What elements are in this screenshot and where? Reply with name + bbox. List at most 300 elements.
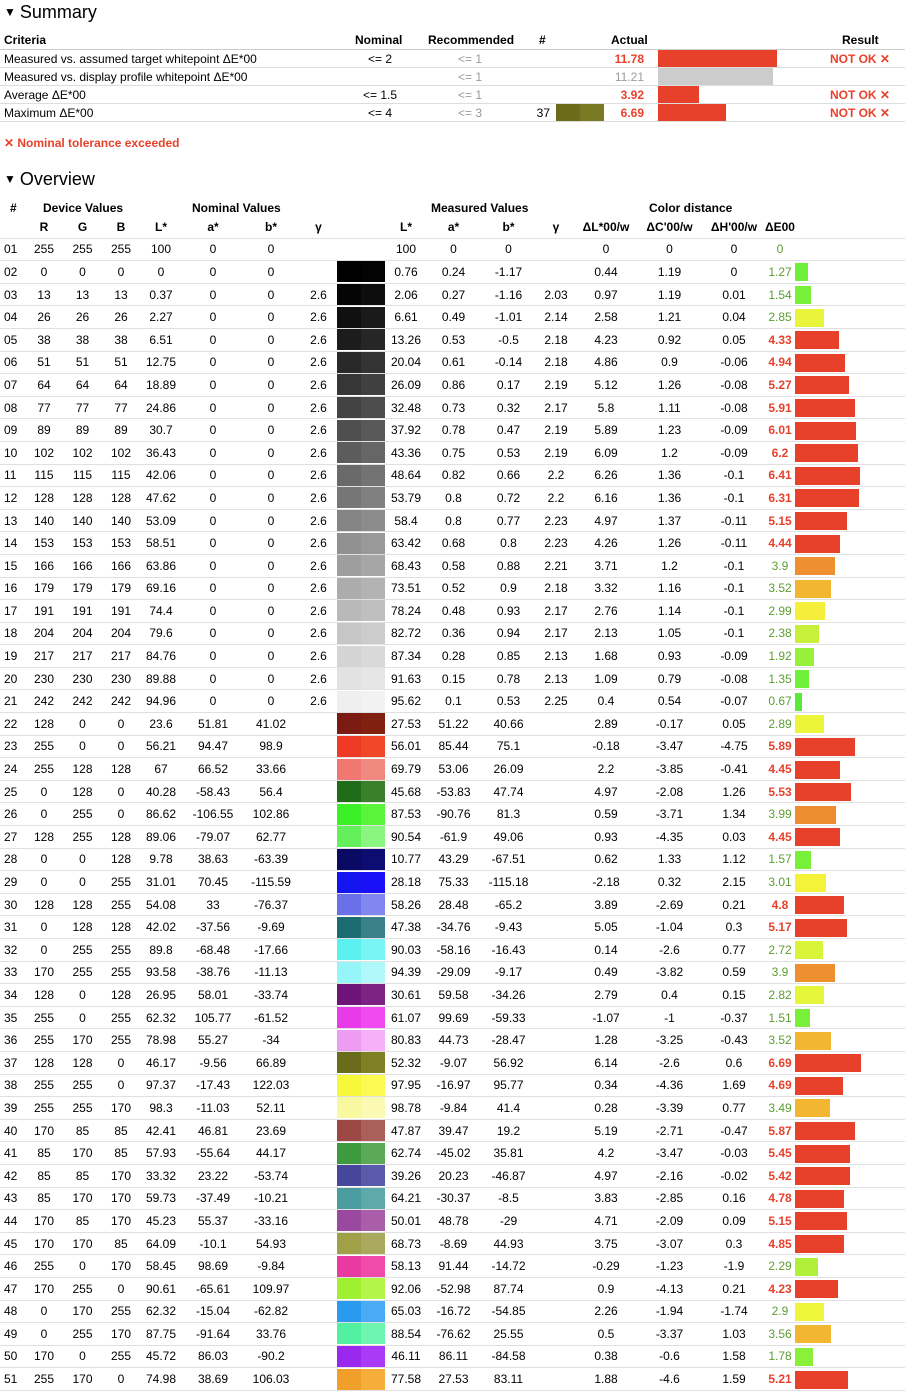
value-cell: 0.8 xyxy=(481,532,536,555)
value-cell: 98.3 xyxy=(137,1097,185,1120)
value-cell: 4.97 xyxy=(576,509,636,532)
value-cell: 74.98 xyxy=(137,1368,185,1391)
value-cell: -1.74 xyxy=(703,1300,765,1323)
value-cell: 53.79 xyxy=(386,487,426,510)
value-cell: 2.15 xyxy=(703,871,765,894)
summary-section-toggle[interactable] xyxy=(4,2,97,23)
value-cell: 0 xyxy=(576,238,636,261)
value-cell: 0 xyxy=(241,690,301,713)
delta-e-bar xyxy=(795,648,814,666)
value-cell: 115 xyxy=(105,464,137,487)
value-cell: 3.83 xyxy=(576,1187,636,1210)
value-cell: -76.62 xyxy=(426,1323,481,1346)
value-cell: 0.5 xyxy=(576,1323,636,1346)
delta-e-bar xyxy=(795,761,840,779)
value-cell: -46.87 xyxy=(481,1164,536,1187)
value-cell: 0.1 xyxy=(426,690,481,713)
row-number: 17 xyxy=(0,600,28,623)
value-cell: 166 xyxy=(28,554,60,577)
value-cell: -45.02 xyxy=(426,1142,481,1165)
value-cell: 90.54 xyxy=(386,826,426,849)
value-cell: 0 xyxy=(241,306,301,329)
overview-row xyxy=(0,1074,905,1097)
overview-row xyxy=(0,961,905,984)
value-cell: 0 xyxy=(60,1006,105,1029)
value-cell: 0.6 xyxy=(703,1051,765,1074)
value-cell: 1.14 xyxy=(636,600,703,623)
value-cell xyxy=(536,780,576,803)
delta-e-bar-cell xyxy=(795,577,905,600)
value-cell: 1.05 xyxy=(636,622,703,645)
color-swatch xyxy=(336,328,386,351)
value-cell: 115 xyxy=(28,464,60,487)
value-cell: 39.26 xyxy=(386,1164,426,1187)
value-cell: -58.16 xyxy=(426,939,481,962)
value-cell: 0.68 xyxy=(426,532,481,555)
value-cell: 74.4 xyxy=(137,600,185,623)
value-cell: 77 xyxy=(60,396,105,419)
value-cell xyxy=(536,1142,576,1165)
value-cell: 255 xyxy=(28,1368,60,1391)
value-cell: 1.33 xyxy=(636,848,703,871)
value-cell: 0 xyxy=(185,577,241,600)
value-cell: 87.75 xyxy=(137,1323,185,1346)
value-cell: 2.6 xyxy=(301,283,336,306)
delta-e-bar xyxy=(795,1099,830,1117)
value-cell: 98.9 xyxy=(241,735,301,758)
value-cell: -0.1 xyxy=(703,464,765,487)
value-cell: 0.38 xyxy=(576,1345,636,1368)
value-cell: -58.43 xyxy=(185,780,241,803)
num-header: # xyxy=(539,33,546,47)
value-cell xyxy=(301,1187,336,1210)
value-cell: 0 xyxy=(241,396,301,419)
value-cell: 0.59 xyxy=(703,961,765,984)
overview-row xyxy=(0,1142,905,1165)
value-cell xyxy=(301,984,336,1007)
delta-e-bar xyxy=(795,1303,824,1321)
value-cell: 0.73 xyxy=(426,396,481,419)
value-cell: 44.17 xyxy=(241,1142,301,1165)
color-swatch xyxy=(336,1210,386,1233)
value-cell: -3.85 xyxy=(636,758,703,781)
value-cell: 140 xyxy=(28,509,60,532)
value-cell: 255 xyxy=(105,893,137,916)
value-cell: 2.6 xyxy=(301,419,336,442)
nominal-cell: <= 1.5 xyxy=(362,88,398,102)
delta-e-value: 5.53 xyxy=(765,780,795,803)
value-cell: 54.08 xyxy=(137,893,185,916)
delta-e-bar xyxy=(795,874,826,892)
delta-e-bar-cell xyxy=(795,306,905,329)
value-cell: 0.05 xyxy=(703,713,765,736)
row-number: 28 xyxy=(0,848,28,871)
value-cell: 89 xyxy=(105,419,137,442)
value-cell: -59.33 xyxy=(481,1006,536,1029)
value-cell: 0 xyxy=(60,261,105,284)
overview-row xyxy=(0,600,905,623)
color-swatch xyxy=(336,1232,386,1255)
value-cell: 2.17 xyxy=(536,396,576,419)
value-cell: 255 xyxy=(105,961,137,984)
value-cell: 0 xyxy=(137,261,185,284)
col-header: a* xyxy=(185,216,241,238)
value-cell: 1.09 xyxy=(576,667,636,690)
delta-e-value: 5.15 xyxy=(765,1210,795,1233)
color-swatch xyxy=(336,487,386,510)
value-cell: -2.69 xyxy=(636,893,703,916)
value-cell: 0 xyxy=(185,690,241,713)
value-cell: 0.3 xyxy=(703,916,765,939)
value-cell: 0.92 xyxy=(636,328,703,351)
delta-e-bar-cell xyxy=(795,441,905,464)
value-cell: 31.01 xyxy=(137,871,185,894)
value-cell: -0.47 xyxy=(703,1119,765,1142)
value-cell: -0.29 xyxy=(576,1255,636,1278)
value-cell: 0 xyxy=(185,374,241,397)
value-cell: 87.34 xyxy=(386,645,426,668)
value-cell: -3.39 xyxy=(636,1097,703,1120)
value-cell: -0.1 xyxy=(703,577,765,600)
delta-e-value: 6.41 xyxy=(765,464,795,487)
value-cell: 0 xyxy=(241,351,301,374)
delta-e-bar xyxy=(795,964,835,982)
value-cell: 2.6 xyxy=(301,464,336,487)
value-cell: 0.37 xyxy=(137,283,185,306)
delta-e-bar xyxy=(795,602,825,620)
value-cell: 2.6 xyxy=(301,374,336,397)
value-cell: -0.08 xyxy=(703,396,765,419)
color-swatch xyxy=(336,848,386,871)
value-cell: 255 xyxy=(60,1074,105,1097)
value-cell: -0.09 xyxy=(703,645,765,668)
value-cell: 23.22 xyxy=(185,1164,241,1187)
value-cell: 52.11 xyxy=(241,1097,301,1120)
delta-e-bar-cell xyxy=(795,735,905,758)
delta-e-bar-cell xyxy=(795,1097,905,1120)
value-cell: -9.07 xyxy=(426,1051,481,1074)
value-cell: 69.79 xyxy=(386,758,426,781)
value-cell: 2.18 xyxy=(536,577,576,600)
value-cell: 109.97 xyxy=(241,1277,301,1300)
value-cell: 85 xyxy=(28,1187,60,1210)
value-cell: 89.88 xyxy=(137,667,185,690)
value-cell: -61.52 xyxy=(241,1006,301,1029)
value-cell: 0 xyxy=(481,238,536,261)
value-cell: 55.37 xyxy=(185,1210,241,1233)
delta-e-value: 4.45 xyxy=(765,826,795,849)
value-cell xyxy=(301,1277,336,1300)
value-cell: 128 xyxy=(105,487,137,510)
delta-e-bar-cell xyxy=(795,826,905,849)
overview-row xyxy=(0,1255,905,1278)
value-cell: 242 xyxy=(105,690,137,713)
value-cell: 12.75 xyxy=(137,351,185,374)
value-cell: 0 xyxy=(241,441,301,464)
value-cell xyxy=(301,871,336,894)
value-cell: 105.77 xyxy=(185,1006,241,1029)
overview-row xyxy=(0,1006,905,1029)
value-cell: 0 xyxy=(241,328,301,351)
color-swatch xyxy=(336,1300,386,1323)
value-cell: 0.32 xyxy=(636,871,703,894)
value-cell: 217 xyxy=(105,645,137,668)
value-cell: 0 xyxy=(28,916,60,939)
value-cell: 204 xyxy=(105,622,137,645)
delta-e-bar xyxy=(795,489,859,507)
value-cell: -61.9 xyxy=(426,826,481,849)
row-number: 09 xyxy=(0,419,28,442)
value-cell: 87.74 xyxy=(481,1277,536,1300)
value-cell: 1.69 xyxy=(703,1074,765,1097)
value-cell: 0 xyxy=(60,848,105,871)
value-cell: 6.61 xyxy=(386,306,426,329)
value-cell: 4.26 xyxy=(576,532,636,555)
value-cell: 0.16 xyxy=(703,1187,765,1210)
value-cell: 64.21 xyxy=(386,1187,426,1210)
color-swatch xyxy=(336,509,386,532)
delta-e-value: 2.72 xyxy=(765,939,795,962)
value-cell: 0 xyxy=(105,1277,137,1300)
value-cell: 58.26 xyxy=(386,893,426,916)
delta-e-bar-cell xyxy=(795,713,905,736)
value-cell: 82.72 xyxy=(386,622,426,645)
value-cell: 2.03 xyxy=(536,283,576,306)
actual-bar xyxy=(658,104,726,121)
value-cell: 2.18 xyxy=(536,351,576,374)
value-cell: 48.78 xyxy=(426,1210,481,1233)
value-cell: 170 xyxy=(60,1232,105,1255)
row-number: 46 xyxy=(0,1255,28,1278)
value-cell: 217 xyxy=(60,645,105,668)
value-cell: 68.73 xyxy=(386,1232,426,1255)
value-cell: 1.59 xyxy=(703,1368,765,1391)
overview-section-toggle[interactable] xyxy=(4,169,95,190)
value-cell: 128 xyxy=(60,916,105,939)
value-cell xyxy=(301,1142,336,1165)
value-cell: -2.18 xyxy=(576,871,636,894)
color-swatch xyxy=(336,713,386,736)
overview-row xyxy=(0,509,905,532)
value-cell: 128 xyxy=(28,826,60,849)
value-cell: -34.26 xyxy=(481,984,536,1007)
value-cell: 2.6 xyxy=(301,690,336,713)
delta-e-value: 1.35 xyxy=(765,667,795,690)
value-cell: 128 xyxy=(60,487,105,510)
value-cell: 2.6 xyxy=(301,396,336,419)
value-cell xyxy=(536,848,576,871)
value-cell: -14.72 xyxy=(481,1255,536,1278)
value-cell: 43.29 xyxy=(426,848,481,871)
value-cell: 10.77 xyxy=(386,848,426,871)
value-cell: 2.21 xyxy=(536,554,576,577)
value-cell: -0.14 xyxy=(481,351,536,374)
delta-e-value: 1.57 xyxy=(765,848,795,871)
row-number: 06 xyxy=(0,351,28,374)
value-cell: 255 xyxy=(28,1255,60,1278)
value-cell: 0.77 xyxy=(703,939,765,962)
row-number: 34 xyxy=(0,984,28,1007)
value-cell: 89 xyxy=(60,419,105,442)
value-cell: 0 xyxy=(28,803,60,826)
value-cell: 42.02 xyxy=(137,916,185,939)
recommended-cell: <= 1 xyxy=(457,88,483,102)
summary-row xyxy=(0,50,905,68)
delta-e-bar-cell xyxy=(795,283,905,306)
value-cell: -0.11 xyxy=(703,509,765,532)
delta-e-value: 2.82 xyxy=(765,984,795,1007)
delta-e-value: 0 xyxy=(765,238,795,261)
value-cell: 85 xyxy=(60,1210,105,1233)
value-cell: 86.62 xyxy=(137,803,185,826)
value-cell: 128 xyxy=(60,758,105,781)
value-cell: 1.58 xyxy=(703,1345,765,1368)
color-swatch xyxy=(336,374,386,397)
value-cell: 0.78 xyxy=(481,667,536,690)
value-cell: 53.09 xyxy=(137,509,185,532)
value-cell: 51 xyxy=(105,351,137,374)
delta-e-bar xyxy=(795,941,823,959)
value-cell xyxy=(301,1164,336,1187)
delta-e-bar-cell xyxy=(795,916,905,939)
actual-bar xyxy=(658,68,773,85)
value-cell: 140 xyxy=(60,509,105,532)
recommended-header: Recommended xyxy=(428,33,515,47)
value-cell: 0.28 xyxy=(426,645,481,668)
value-cell: 0.04 xyxy=(703,306,765,329)
value-cell: 128 xyxy=(60,893,105,916)
value-cell: -2.71 xyxy=(636,1119,703,1142)
delta-e-bar xyxy=(795,693,802,711)
value-cell xyxy=(301,238,336,261)
value-cell: 255 xyxy=(60,1277,105,1300)
color-swatch xyxy=(336,667,386,690)
value-cell: 38.63 xyxy=(185,848,241,871)
value-cell: 42.41 xyxy=(137,1119,185,1142)
value-cell: 0.93 xyxy=(636,645,703,668)
value-cell xyxy=(536,1300,576,1323)
value-cell: 26.95 xyxy=(137,984,185,1007)
value-cell: 2.6 xyxy=(301,509,336,532)
value-cell: 0.34 xyxy=(576,1074,636,1097)
value-cell: 255 xyxy=(28,238,60,261)
value-cell: 0 xyxy=(241,667,301,690)
value-cell: 40.66 xyxy=(481,713,536,736)
delta-e-bar xyxy=(795,1371,848,1389)
color-swatch xyxy=(336,1164,386,1187)
value-cell: 0.79 xyxy=(636,667,703,690)
value-cell xyxy=(536,1029,576,1052)
delta-e-bar xyxy=(795,1348,813,1366)
delta-e-bar xyxy=(795,444,858,462)
value-cell: 46.11 xyxy=(386,1345,426,1368)
value-cell: 0 xyxy=(60,1345,105,1368)
summary-row xyxy=(0,104,905,122)
color-swatch xyxy=(336,532,386,555)
delta-e-bar xyxy=(795,896,844,914)
overview-row xyxy=(0,1051,905,1074)
value-cell: 179 xyxy=(28,577,60,600)
delta-e-value: 1.27 xyxy=(765,261,795,284)
value-cell: 100 xyxy=(386,238,426,261)
delta-e-bar xyxy=(795,1032,831,1050)
value-cell: 2.18 xyxy=(536,328,576,351)
value-cell: 255 xyxy=(105,238,137,261)
value-cell: 2.6 xyxy=(301,622,336,645)
value-cell: 2.13 xyxy=(536,645,576,668)
delta-e-bar-cell xyxy=(795,871,905,894)
value-cell: 4.97 xyxy=(576,780,636,803)
value-cell: 88.54 xyxy=(386,1323,426,1346)
value-cell: 44.93 xyxy=(481,1232,536,1255)
row-number: 42 xyxy=(0,1164,28,1187)
value-cell xyxy=(301,803,336,826)
row-number: 26 xyxy=(0,803,28,826)
value-cell: 2.23 xyxy=(536,509,576,532)
value-cell: -2.09 xyxy=(636,1210,703,1233)
value-cell: -17.43 xyxy=(185,1074,241,1097)
value-cell: 128 xyxy=(28,713,60,736)
value-cell xyxy=(301,735,336,758)
delta-e-value: 5.42 xyxy=(765,1164,795,1187)
value-cell: 0.05 xyxy=(703,328,765,351)
delta-e-bar-cell xyxy=(795,939,905,962)
overview-row xyxy=(0,306,905,329)
collapse-triangle-icon: ▼ xyxy=(4,5,16,19)
value-cell: 97.95 xyxy=(386,1074,426,1097)
value-cell: 86.03 xyxy=(185,1345,241,1368)
value-cell: -1.16 xyxy=(481,283,536,306)
row-number: 01 xyxy=(0,238,28,261)
value-cell: 0.01 xyxy=(703,283,765,306)
value-cell: 255 xyxy=(28,1097,60,1120)
delta-e-value: 5.89 xyxy=(765,735,795,758)
value-cell: -0.06 xyxy=(703,351,765,374)
color-distance-header: Color distance xyxy=(649,201,733,215)
delta-e-bar xyxy=(795,1167,850,1185)
col-header: γ xyxy=(301,216,336,238)
overview-row xyxy=(0,735,905,758)
row-number: 08 xyxy=(0,396,28,419)
value-cell: 4.97 xyxy=(576,1164,636,1187)
value-cell: 13.26 xyxy=(386,328,426,351)
value-cell: 255 xyxy=(28,735,60,758)
delta-e-bar xyxy=(795,1280,838,1298)
color-swatch xyxy=(336,1187,386,1210)
delta-e-bar xyxy=(795,331,839,349)
col-header: a* xyxy=(426,216,481,238)
overview-row xyxy=(0,1097,905,1120)
delta-e-bar xyxy=(795,1190,844,1208)
value-cell: 170 xyxy=(28,961,60,984)
col-header: ΔL*00/w xyxy=(576,216,636,238)
value-cell xyxy=(301,1029,336,1052)
delta-e-value: 5.87 xyxy=(765,1119,795,1142)
value-cell: 0 xyxy=(185,600,241,623)
overview-row xyxy=(0,283,905,306)
delta-e-bar-cell xyxy=(795,780,905,803)
value-cell: 1.26 xyxy=(703,780,765,803)
value-cell: 2.19 xyxy=(536,441,576,464)
value-cell: 0 xyxy=(241,509,301,532)
delta-e-bar-cell xyxy=(795,1051,905,1074)
value-cell: 2.2 xyxy=(536,464,576,487)
delta-e-bar-cell xyxy=(795,690,905,713)
color-swatch xyxy=(336,622,386,645)
value-cell: -11.13 xyxy=(241,961,301,984)
value-cell: 128 xyxy=(28,893,60,916)
value-cell: 0 xyxy=(185,554,241,577)
